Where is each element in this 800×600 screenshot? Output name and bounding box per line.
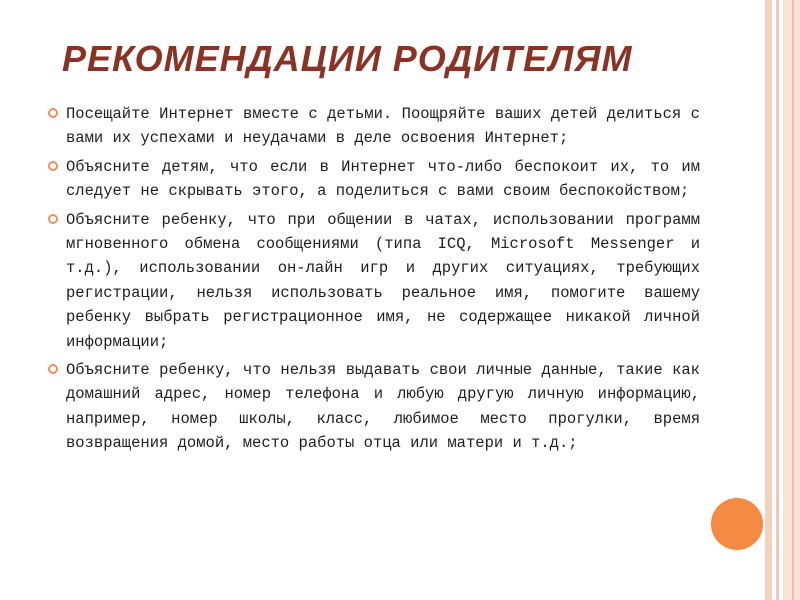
bullet-circle-icon <box>48 214 58 224</box>
bullet-circle-icon <box>48 161 58 171</box>
bullet-item <box>48 208 700 354</box>
edge-stripe <box>765 0 772 600</box>
bullet-circle-icon <box>48 108 58 118</box>
bullet-item <box>48 155 700 204</box>
bullet-circle-icon <box>48 364 58 374</box>
bullet-list <box>48 102 700 460</box>
bullet-text: Объясните детям, что если в Интернет что-либо беспокоит их, то им следует не скрывать этого, а поделиться с вами своим беспокойством; <box>66 157 700 201</box>
decorative-circle <box>711 498 763 550</box>
slide-title: РЕКОМЕНДАЦИИ РОДИТЕЛЯМ <box>62 38 633 79</box>
bullet-text: Посещайте Интернет вместе с детьми. Поощряйте ваших детей делиться с вами их успехами и неудачами в деле освоения Интернет; <box>66 105 700 148</box>
bullet-item <box>48 358 700 456</box>
bullet-text: Объясните ребенку, что при общении в чатах, использовании программ мгновенного обмена сообщениями (типа ICQ, Microsoft Messenger и т.д.), использовании он-лайн игр и других ситуациях, требующих регистрации, нельзя использовать реальное имя, помогите вашему ребенку выбрать регистрационное имя, не содержащее никакой личной информации; <box>66 210 700 351</box>
edge-stripe <box>776 0 779 600</box>
edge-stripe <box>792 0 794 600</box>
bullet-text: Объясните ребенку, что нельзя выдавать свои личные данные, такие как домашний адрес, номер телефона и любую другую личную информацию, например, номер школы, класс, любимое место прогулки, время возвращения домой, место работы отца или матери и т.д.; <box>66 361 700 453</box>
bullet-item <box>48 102 700 151</box>
